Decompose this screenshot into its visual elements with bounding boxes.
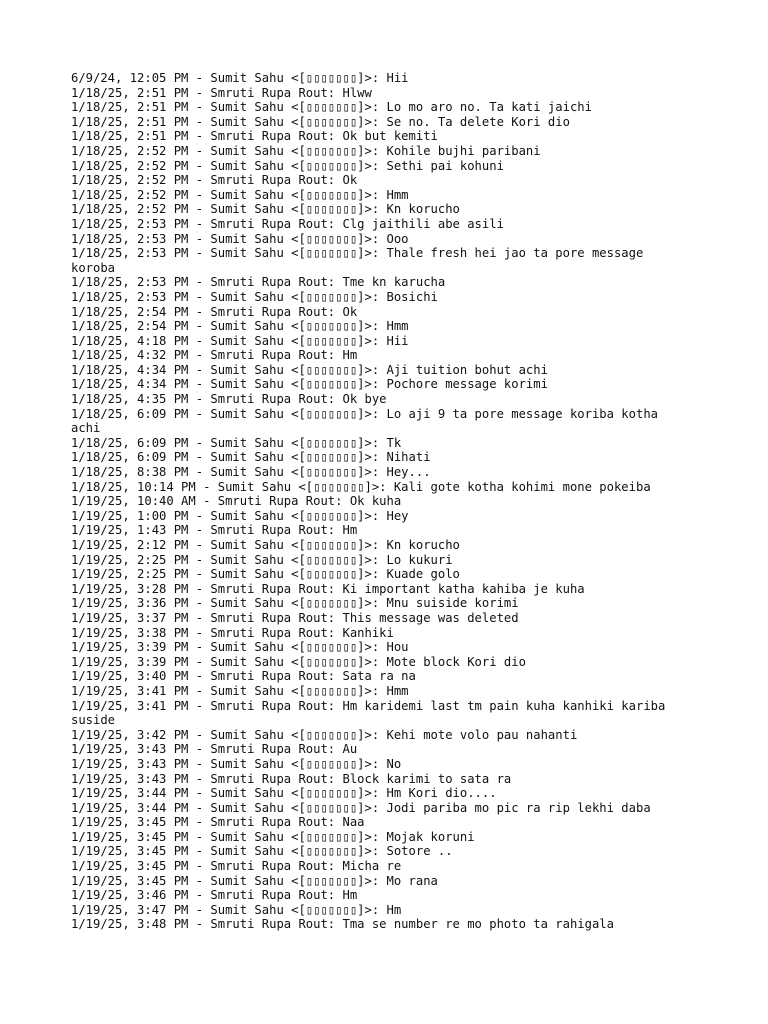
chat-line: 1/18/25, 2:54 PM - Sumit Sahu <[▯▯▯▯▯▯▯]>: Hmm (71, 319, 409, 334)
chat-line: 1/18/25, 2:52 PM - Sumit Sahu <[▯▯▯▯▯▯▯]>: Kn korucho (71, 202, 460, 217)
chat-line: 1/19/25, 3:45 PM - Smruti Rupa Rout: Naa (71, 815, 365, 830)
chat-line: 1/19/25, 3:45 PM - Sumit Sahu <[▯▯▯▯▯▯▯]>: Mojak koruni (71, 829, 475, 844)
chat-line: 1/18/25, 2:54 PM - Smruti Rupa Rout: Ok (71, 304, 358, 319)
chat-line: 1/19/25, 3:40 PM - Smruti Rupa Rout: Sata ra na (71, 669, 416, 684)
chat-line: 1/18/25, 2:52 PM - Sumit Sahu <[▯▯▯▯▯▯▯]>: Sethi pai kohuni (71, 158, 504, 173)
chat-line: 1/19/25, 3:45 PM - Sumit Sahu <[▯▯▯▯▯▯▯]>: Sotore .. (71, 844, 453, 859)
chat-line: 1/19/25, 3:41 PM - Smruti Rupa Rout: Hm karidemi last tm pain kuha kanhiki kariba suside (71, 698, 666, 728)
chat-line: 1/19/25, 3:38 PM - Smruti Rupa Rout: Kanhiki (71, 625, 394, 640)
chat-line: 1/18/25, 2:51 PM - Smruti Rupa Rout: Hlww (71, 85, 372, 100)
chat-line: 1/19/25, 3:48 PM - Smruti Rupa Rout: Tma se number re mo photo ta rahigala (71, 917, 614, 932)
chat-line: 1/19/25, 3:41 PM - Sumit Sahu <[▯▯▯▯▯▯▯]>: Hmm (71, 683, 409, 698)
chat-line: 1/19/25, 3:45 PM - Sumit Sahu <[▯▯▯▯▯▯▯]>: Mo rana (71, 873, 438, 888)
chat-line: 1/18/25, 8:38 PM - Sumit Sahu <[▯▯▯▯▯▯▯]>: Hey... (71, 465, 431, 480)
chat-line: 1/18/25, 2:52 PM - Sumit Sahu <[▯▯▯▯▯▯▯]>: Hmm (71, 187, 409, 202)
chat-line: 1/19/25, 3:45 PM - Smruti Rupa Rout: Micha re (71, 859, 402, 874)
chat-line: 1/18/25, 2:53 PM - Sumit Sahu <[▯▯▯▯▯▯▯]>: Thale fresh hei jao ta pore message koroba (71, 246, 644, 275)
chat-line: 1/19/25, 3:36 PM - Sumit Sahu <[▯▯▯▯▯▯▯]>: Mnu suiside korimi (71, 596, 519, 611)
chat-line: 6/9/24, 12:05 PM - Sumit Sahu <[▯▯▯▯▯▯▯]>: Hii (71, 71, 409, 85)
chat-line: 1/18/25, 2:53 PM - Smruti Rupa Rout: Tme kn karucha (71, 275, 446, 290)
chat-line: 1/18/25, 2:52 PM - Smruti Rupa Rout: Ok (71, 173, 358, 188)
chat-line: 1/18/25, 2:51 PM - Sumit Sahu <[▯▯▯▯▯▯▯]>: Se no. Ta delete Kori dio (71, 114, 570, 129)
chat-line: 1/19/25, 1:43 PM - Smruti Rupa Rout: Hm (71, 523, 358, 538)
chat-line: 1/18/25, 2:53 PM - Smruti Rupa Rout: Clg jaithili abe asili (71, 216, 504, 231)
chat-line: 1/18/25, 4:34 PM - Sumit Sahu <[▯▯▯▯▯▯▯]>: Pochore message korimi (71, 377, 548, 392)
chat-line: 1/18/25, 10:14 PM - Sumit Sahu <[▯▯▯▯▯▯▯]>: Kali gote kotha kohimi mone pokeiba (71, 479, 651, 494)
chat-line: 1/19/25, 3:44 PM - Sumit Sahu <[▯▯▯▯▯▯▯]>: Jodi pariba mo pic ra rip lekhi daba (71, 800, 651, 815)
chat-line: 1/18/25, 2:53 PM - Sumit Sahu <[▯▯▯▯▯▯▯]>: Ooo (71, 231, 409, 246)
chat-line: 1/19/25, 3:42 PM - Sumit Sahu <[▯▯▯▯▯▯▯]>: Kehi mote volo pau nahanti (71, 727, 578, 742)
chat-line: 1/18/25, 2:51 PM - Smruti Rupa Rout: Ok but kemiti (71, 129, 438, 144)
chat-line: 1/18/25, 6:09 PM - Sumit Sahu <[▯▯▯▯▯▯▯]>: Nihati (71, 450, 431, 465)
chat-line: 1/18/25, 4:34 PM - Sumit Sahu <[▯▯▯▯▯▯▯]>: Aji tuition bohut achi (71, 362, 548, 377)
chat-line: 1/19/25, 3:47 PM - Sumit Sahu <[▯▯▯▯▯▯▯]>: Hm (71, 902, 402, 917)
chat-line: 1/19/25, 3:39 PM - Sumit Sahu <[▯▯▯▯▯▯▯]>: Hou (71, 640, 409, 655)
chat-line: 1/18/25, 2:51 PM - Sumit Sahu <[▯▯▯▯▯▯▯]>: Lo mo aro no. Ta kati jaichi (71, 100, 592, 115)
chat-line: 1/19/25, 3:37 PM - Smruti Rupa Rout: This message was deleted (71, 610, 519, 625)
chat-line: 1/19/25, 1:00 PM - Sumit Sahu <[▯▯▯▯▯▯▯]>: Hey (71, 508, 409, 523)
chat-line: 1/18/25, 6:09 PM - Sumit Sahu <[▯▯▯▯▯▯▯]>: Tk (71, 435, 402, 450)
chat-line: 1/18/25, 6:09 PM - Sumit Sahu <[▯▯▯▯▯▯▯]>: Lo aji 9 ta pore message koriba kotha achi (71, 406, 658, 436)
chat-log (71, 71, 691, 932)
chat-line: 1/19/25, 3:28 PM - Smruti Rupa Rout: Ki important katha kahiba je kuha (71, 581, 585, 596)
chat-line: 1/19/25, 3:46 PM - Smruti Rupa Rout: Hm (71, 888, 358, 903)
chat-line: 1/19/25, 3:39 PM - Sumit Sahu <[▯▯▯▯▯▯▯]>: Mote block Kori dio (71, 654, 526, 669)
chat-line: 1/18/25, 2:52 PM - Sumit Sahu <[▯▯▯▯▯▯▯]>: Kohile bujhi paribani (71, 143, 541, 158)
chat-line: 1/19/25, 2:25 PM - Sumit Sahu <[▯▯▯▯▯▯▯]>: Kuade golo (71, 567, 460, 582)
chat-line: 1/19/25, 3:44 PM - Sumit Sahu <[▯▯▯▯▯▯▯]>: Hm Kori dio.... (71, 786, 497, 801)
chat-line: 1/19/25, 2:25 PM - Sumit Sahu <[▯▯▯▯▯▯▯]>: Lo kukuri (71, 552, 453, 567)
chat-line: 1/18/25, 2:53 PM - Sumit Sahu <[▯▯▯▯▯▯▯]>: Bosichi (71, 289, 438, 304)
chat-line: 1/19/25, 10:40 AM - Smruti Rupa Rout: Ok kuha (71, 494, 402, 509)
chat-line: 1/18/25, 4:18 PM - Sumit Sahu <[▯▯▯▯▯▯▯]>: Hii (71, 333, 409, 348)
chat-line: 1/19/25, 2:12 PM - Sumit Sahu <[▯▯▯▯▯▯▯]>: Kn korucho (71, 538, 460, 552)
chat-line: 1/19/25, 3:43 PM - Sumit Sahu <[▯▯▯▯▯▯▯]>: No (71, 756, 402, 771)
chat-line: 1/18/25, 4:32 PM - Smruti Rupa Rout: Hm (71, 348, 358, 363)
chat-line: 1/19/25, 3:43 PM - Smruti Rupa Rout: Block karimi to sata ra (71, 771, 512, 786)
chat-line: 1/18/25, 4:35 PM - Smruti Rupa Rout: Ok bye (71, 392, 387, 407)
chat-line: 1/19/25, 3:43 PM - Smruti Rupa Rout: Au (71, 742, 358, 757)
